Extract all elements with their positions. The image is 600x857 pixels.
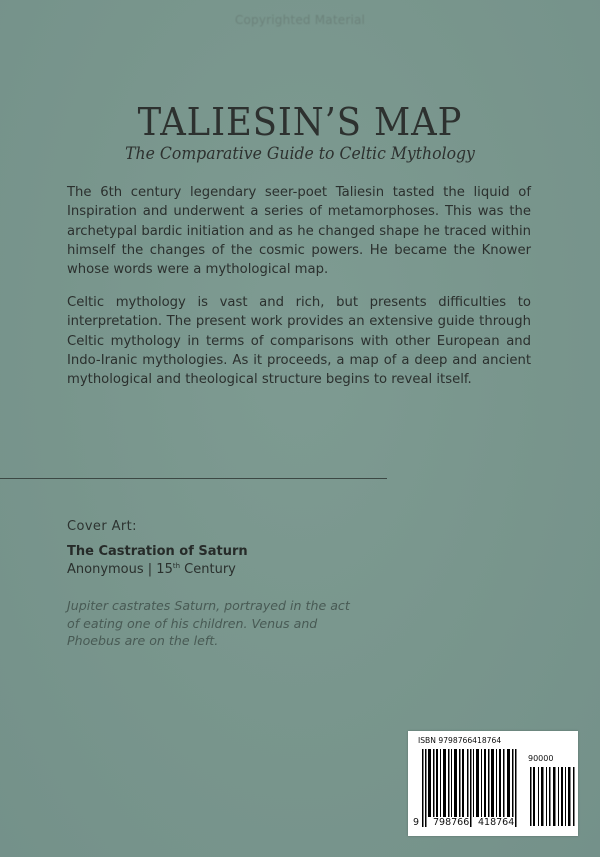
divider-rule xyxy=(0,478,387,479)
cover-art-attribution xyxy=(67,562,236,577)
cover-art-caption: Jupiter castrates Saturn, portrayed in the act of eating one of his children. Venus and Phoebus are on the left. xyxy=(67,598,350,648)
copyright-watermark: Copyrighted Material xyxy=(234,13,366,27)
isbn-label: ISBN 9798766418764 xyxy=(418,736,502,745)
century-word: Century xyxy=(180,562,236,577)
artist-and-century: Anonymous | 15 xyxy=(67,562,173,577)
barcode-bars-icon xyxy=(422,749,520,827)
ordinal-suffix: th xyxy=(172,562,181,570)
barcode-digit-first: 9 xyxy=(413,817,420,828)
cover-art-title: The Castration of Saturn xyxy=(67,544,248,559)
blurb-paragraph-2: Celtic mythology is vast and rich, but presents difficulties to interpretation. The present work provides an extensive guide through Celtic mythology in terms of comparisons with other European and Indo-Iranic mythologies. As it proceeds, a map of a deep and ancient mythological and theological structure begins to reveal itself. xyxy=(67,295,531,388)
book-title: TALIESIN’S MAP xyxy=(137,100,463,144)
isbn-barcode xyxy=(408,731,578,836)
price-code: 90000 xyxy=(528,754,554,763)
book-subtitle: The Comparative Guide to Celtic Mythology xyxy=(125,144,475,163)
barcode-digits-right: 418764 xyxy=(478,817,515,828)
barcode-digits-left: 798766 xyxy=(433,817,470,828)
cover-art-label: Cover Art: xyxy=(67,519,137,534)
blurb-paragraph-1: The 6th century legendary seer-poet Taliesin tasted the liquid of Inspiration and underwent a series of metamorphoses. This was the archetypal bardic initiation and as he changed shape he traced within himself the changes of the cosmic powers. He became the Knower whose words were a mythological map. xyxy=(67,185,531,278)
price-addon-bars-icon xyxy=(530,767,575,826)
